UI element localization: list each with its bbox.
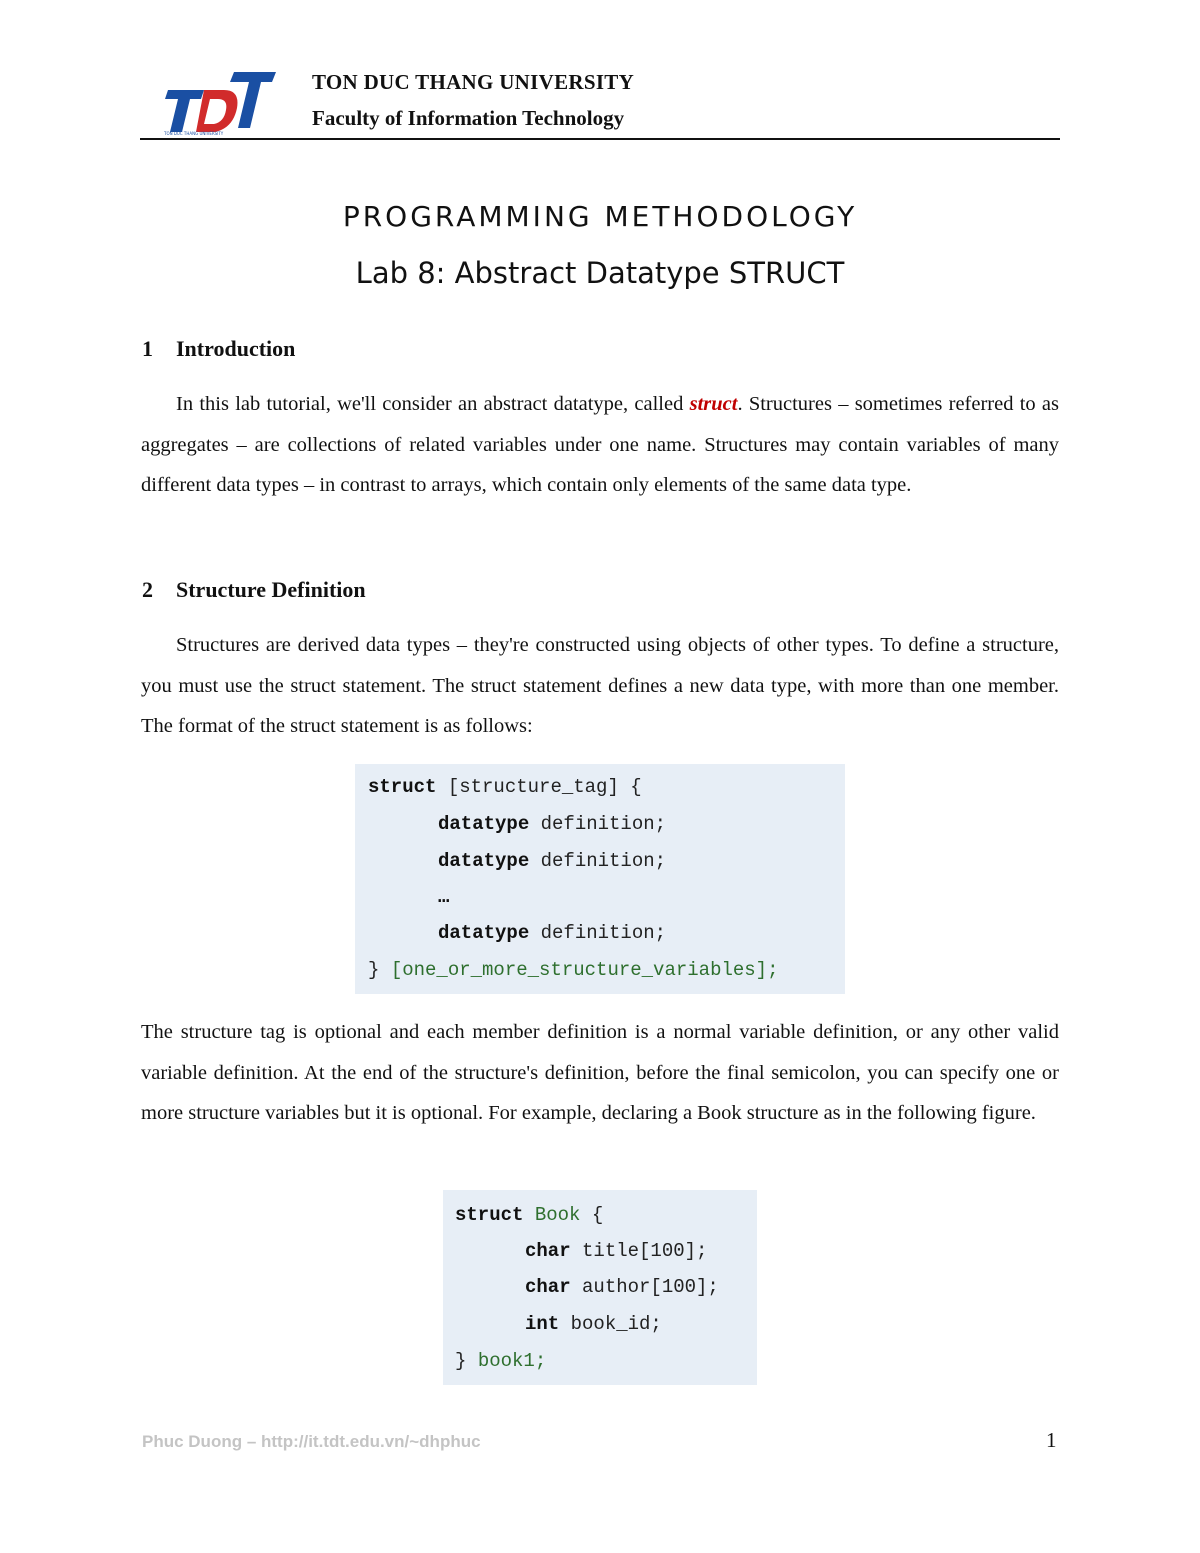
section-number: 2 [142, 577, 153, 602]
faculty-name: Faculty of Information Technology [312, 106, 625, 130]
header-divider [140, 138, 1060, 140]
lab-title: Lab 8: Abstract Datatype STRUCT [355, 256, 845, 290]
svg-text:TON DUC THANG UNIVERSITY: TON DUC THANG UNIVERSITY [164, 131, 224, 136]
code-line: datatype definition; [438, 850, 667, 872]
book-struct-code-block [443, 1190, 757, 1385]
university-name: TON DUC THANG UNIVERSITY [312, 70, 635, 94]
struct-keyword: struct [689, 393, 738, 415]
struct-syntax-code-block [355, 764, 845, 994]
code-line: … [438, 886, 450, 908]
code-line: datatype definition; [438, 813, 667, 835]
section-number: 1 [142, 336, 153, 361]
code-line: struct [structure_tag] { [368, 776, 642, 798]
document-title: PROGRAMMING METHODOLOGY [342, 200, 858, 233]
section-heading-introduction [142, 336, 295, 362]
footer-author-link[interactable]: Phuc Duong – http://it.tdt.edu.vn/~dhphuc [142, 1432, 481, 1451]
code-line: int book_id; [525, 1313, 662, 1335]
section-title: Introduction [176, 336, 296, 361]
para-text: . Structures – sometimes referred to as aggregates – are collections of related variables under one name. Structures may contain variables of many different data types – in contrast to arrays, which contain only elements of the same data type. [141, 393, 1059, 496]
structure-tag-paragraph: The structure tag is optional and each member definition is a normal variable definition, or any other valid variable definition. At the end of the structure's definition, before the final semicolon, you can specify one or more structure variables but it is optional. For example, declaring a Book structure as in the following figure. [141, 1021, 1059, 1124]
code-line: char title[100]; [525, 1240, 708, 1262]
code-line: } book1; [455, 1350, 547, 1372]
code-line: char author[100]; [525, 1276, 719, 1298]
section-title: Structure Definition [176, 577, 366, 602]
structure-definition-paragraph: Structures are derived data types – they're constructed using objects of other types. To define a structure, you must use the struct statement. The struct statement defines a new data type, with more than one member. The format of the struct statement is as follows: [141, 634, 1059, 737]
para-text: In this lab tutorial, we'll consider an abstract datatype, called [176, 393, 690, 415]
code-line: } [one_or_more_structure_variables]; [368, 959, 779, 981]
introduction-paragraph [141, 384, 1059, 506]
code-line: datatype definition; [438, 922, 667, 944]
code-line: struct Book { [455, 1204, 604, 1226]
page-number: 1 [1046, 1428, 1057, 1452]
section-heading-structure-definition [142, 577, 366, 603]
university-logo [160, 68, 280, 136]
